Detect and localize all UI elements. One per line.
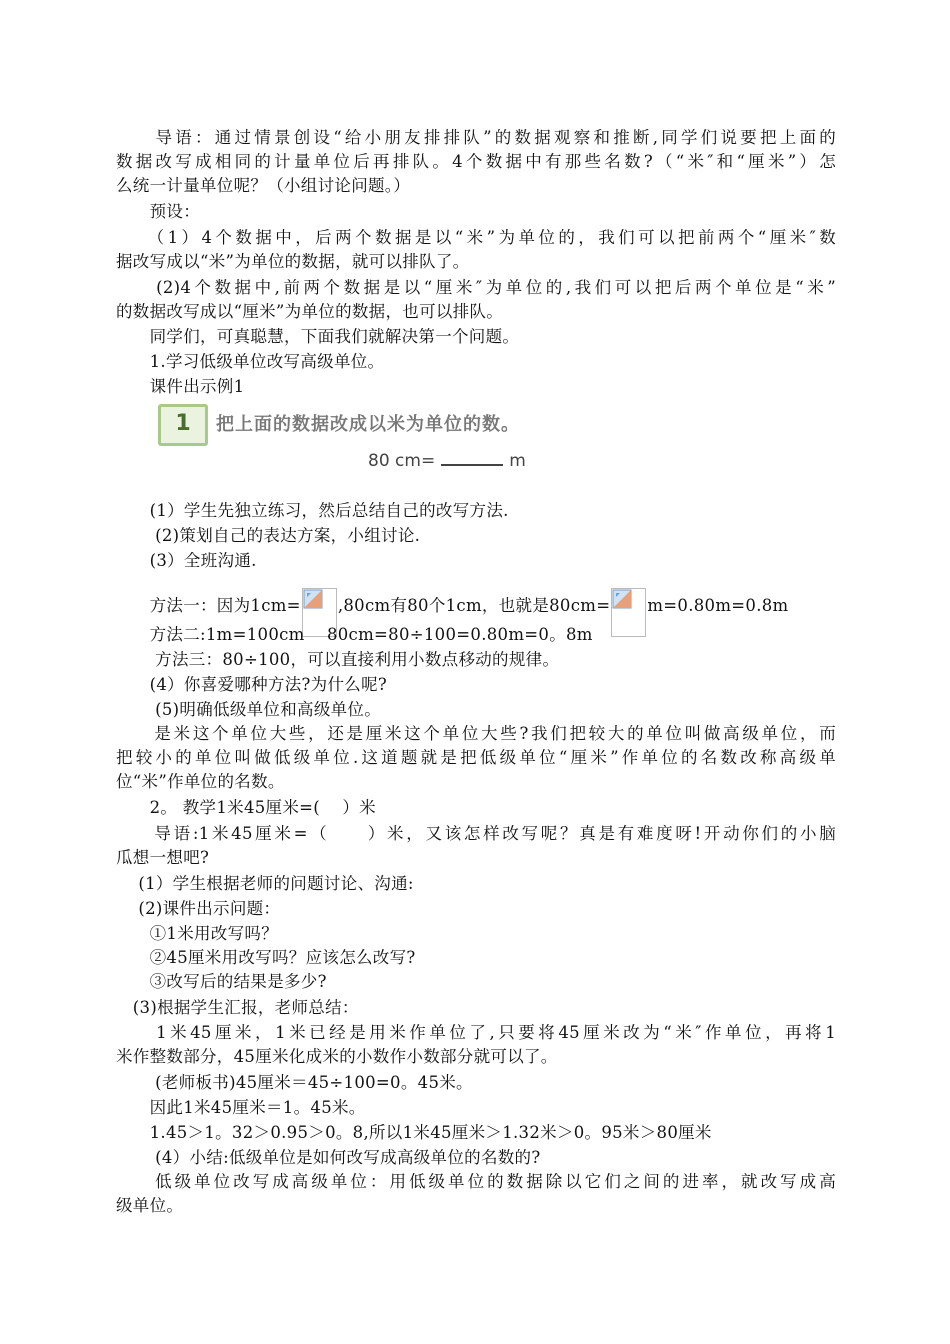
paragraph-line: 因此1米45厘米＝1。45米。 xyxy=(116,1098,366,1117)
paragraph-line: (1）学生根据老师的问题讨论、沟通: xyxy=(116,874,414,893)
paragraph-line: 方法三：80÷100，可以直接利用小数点移动的规律。 xyxy=(116,650,560,669)
paragraph-line: 级单位。 xyxy=(116,1196,184,1215)
paragraph-line: 1米45厘米，1米已经是用米作单位了,只要将45厘米改为“米″作单位，再将1 xyxy=(116,1023,836,1042)
example-equation xyxy=(368,450,526,471)
paragraph-line: (5)明确低级单位和高级单位。 xyxy=(116,700,382,719)
paragraph-line: (3）全班沟通. xyxy=(116,551,257,570)
paragraph-line: ③改写后的结果是多少? xyxy=(116,972,327,991)
paragraph-line: 据改写成以“米”为单位的数据，就可以排队了。 xyxy=(116,252,470,271)
paragraph-line: ①1米用改写吗？ xyxy=(116,924,278,943)
paragraph-line: (1）学生先独立练习，然后总结自己的改写方法. xyxy=(116,501,509,520)
equation-unit: m xyxy=(509,451,526,471)
paragraph-line: (2)4个数据中,前两个数据是以“厘米″为单位的,我们可以把后两个单位是“米” xyxy=(116,278,836,297)
example-instruction: 把上面的数据改成以米为单位的数。 xyxy=(216,414,520,435)
paragraph-line: (2)课件出示问题： xyxy=(116,899,281,918)
method-one-text-a: 方法一：因为1cm= xyxy=(116,596,301,615)
example-number-badge: 1 xyxy=(158,404,208,446)
paragraph-line: 的数据改写成以“厘米”为单位的数据，也可以排队。 xyxy=(116,302,504,321)
paragraph-line: 数据改写成相同的计量单位后再排队。4个数据中有那些名数?（“米″和“厘米”）怎 xyxy=(116,152,836,171)
method-one-text-c: m=0.80m=0.8m xyxy=(647,596,789,615)
paragraph-line: 把较小的单位叫做低级单位.这道题就是把低级单位“厘米”作单位的名数改称高级单 xyxy=(116,748,836,767)
paragraph-line: (老师板书)45厘米＝45÷100=0。45米。 xyxy=(116,1073,473,1092)
answer-blank xyxy=(441,450,503,466)
paragraph-line: ②45厘米用改写吗？应该怎么改写? xyxy=(116,948,416,967)
paragraph-line: 位“米”作单位的名数。 xyxy=(116,772,285,791)
paragraph-line: 瓜想一想吧? xyxy=(116,848,210,867)
paragraph-line: 2。 教学1米45厘米=( ）米 xyxy=(116,798,376,817)
paragraph-line: 1.学习低级单位改写高级单位。 xyxy=(116,352,385,371)
paragraph-line: (4）小结:低级单位是如何改写成高级单位的名数的? xyxy=(116,1148,541,1167)
paragraph-line: （1）4个数据中，后两个数据是以“米”为单位的，我们可以把前两个“厘米″数 xyxy=(116,228,836,247)
paragraph-line: 么统一计量单位呢？（小组讨论问题。） xyxy=(116,176,411,195)
paragraph-line: (2)策划自己的表达方案，小组讨论. xyxy=(116,526,421,545)
example-1-image xyxy=(158,402,528,482)
paragraph-line: 1.45＞1。32＞0.95＞0。8,所以1米45厘米＞1.32米＞0。95米＞80厘米 xyxy=(116,1123,712,1142)
paragraph-line: 低级单位改写成高级单位：用低级单位的数据除以它们之间的进率，就改写成高 xyxy=(116,1172,836,1191)
paragraph-line: 预设： xyxy=(116,202,200,221)
equation-left: 80 cm= xyxy=(368,451,436,471)
paragraph-line: 课件出示例1 xyxy=(116,377,245,396)
method-one-text-b: ,80cm有80个1cm，也就是80cm= xyxy=(337,596,611,615)
paragraph-line: (3)根据学生汇报，老师总结： xyxy=(116,998,359,1017)
paragraph-line: 同学们，可真聪慧，下面我们就解决第一个问题。 xyxy=(116,327,520,346)
paragraph-line: 导语：通过情景创设“给小朋友排排队”的数据观察和推断,同学们说要把上面的 xyxy=(116,128,836,147)
paragraph-line: 导语:1米45厘米=（ ）米，又该怎样改写呢？真是有难度呀!开动你们的小脑 xyxy=(116,824,836,843)
paragraph-line: 是米这个单位大些，还是厘米这个单位大些?我们把较大的单位叫做高级单位，而 xyxy=(116,724,836,743)
paragraph-line: 米作整数部分，45厘米化成米的小数作小数部分就可以了。 xyxy=(116,1047,558,1066)
paragraph-line: (4）你喜爱哪种方法?为什么呢? xyxy=(116,675,388,694)
paragraph-line: 方法二:1m=100cm 80cm=80÷100=0.80m=0。8m xyxy=(116,625,593,644)
